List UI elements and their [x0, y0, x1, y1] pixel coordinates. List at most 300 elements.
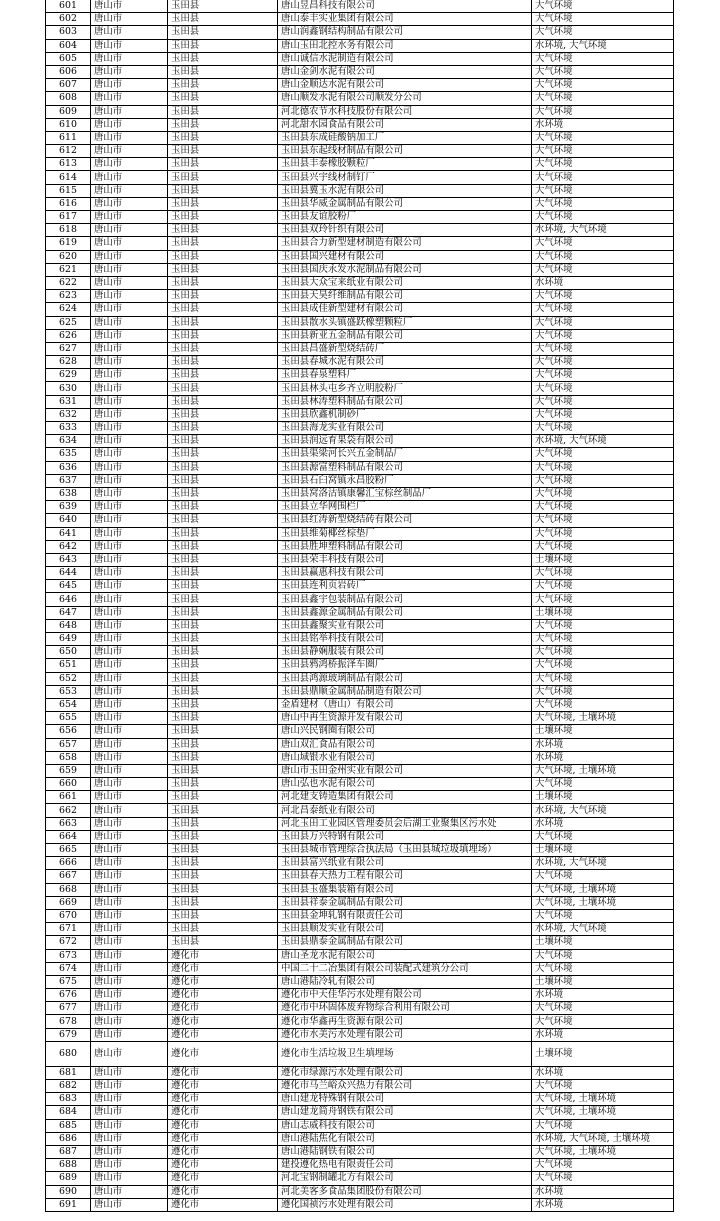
- cell-no: 624: [46, 303, 91, 316]
- cell-city: 唐山市: [91, 13, 168, 26]
- table-row: [46, 1080, 674, 1093]
- cell-no: 603: [46, 26, 91, 39]
- cell-company: 玉田县润远育果袋有限公司: [278, 435, 532, 448]
- cell-category: 大气环境: [532, 237, 674, 250]
- cell-city: 唐山市: [91, 553, 168, 566]
- cell-county: 玉田县: [168, 830, 278, 843]
- cell-city: 唐山市: [91, 369, 168, 382]
- cell-company: 玉田县连利页岩砖厂: [278, 580, 532, 593]
- cell-company: 玉田县海龙实业有限公司: [278, 422, 532, 435]
- table-row: [46, 830, 674, 843]
- cell-no: 627: [46, 342, 91, 355]
- cell-company: 唐山建龙简舟钢铁有限公司: [278, 1106, 532, 1119]
- cell-company: 玉田县金坤轧钢有限责任公司: [278, 909, 532, 922]
- cell-category: 水环境, 大气环境: [532, 224, 674, 237]
- cell-city: 唐山市: [91, 52, 168, 65]
- cell-city: 唐山市: [91, 1185, 168, 1198]
- table-row: [46, 817, 674, 830]
- cell-county: 玉田县: [168, 197, 278, 210]
- cell-company: 玉田县合力新型建材制造有限公司: [278, 237, 532, 250]
- cell-no: 629: [46, 369, 91, 382]
- cell-category: 大气环境: [532, 52, 674, 65]
- table-row: [46, 79, 674, 92]
- cell-no: 631: [46, 395, 91, 408]
- cell-category: 大气环境: [532, 92, 674, 105]
- cell-category: 大气环境: [532, 672, 674, 685]
- cell-company: 玉田县国庆永发水泥制品有限公司: [278, 263, 532, 276]
- cell-city: 唐山市: [91, 211, 168, 224]
- cell-no: 622: [46, 276, 91, 289]
- cell-no: 651: [46, 659, 91, 672]
- cell-no: 682: [46, 1080, 91, 1093]
- cell-no: 645: [46, 580, 91, 593]
- cell-county: 玉田县: [168, 395, 278, 408]
- table-row: [46, 685, 674, 698]
- cell-company: 玉田县荣丰科技有限公司: [278, 553, 532, 566]
- cell-company: 唐山润鑫钢结构制品有限公司: [278, 26, 532, 39]
- cell-no: 617: [46, 211, 91, 224]
- table-row: [46, 791, 674, 804]
- cell-category: 土壤环境: [532, 553, 674, 566]
- cell-city: 唐山市: [91, 1015, 168, 1028]
- table-row: [46, 712, 674, 725]
- cell-county: 遵化市: [168, 1198, 278, 1211]
- cell-county: 遵化市: [168, 989, 278, 1002]
- cell-no: 623: [46, 290, 91, 303]
- table-row: [46, 263, 674, 276]
- table-row: [46, 1198, 674, 1211]
- cell-no: 669: [46, 896, 91, 909]
- cell-category: 水环境: [532, 751, 674, 764]
- cell-no: 687: [46, 1145, 91, 1158]
- cell-company: 玉田县鑫聚实业有限公司: [278, 619, 532, 632]
- table-row: [46, 883, 674, 896]
- cell-no: 690: [46, 1185, 91, 1198]
- cell-no: 618: [46, 224, 91, 237]
- table-row: [46, 461, 674, 474]
- cell-no: 644: [46, 567, 91, 580]
- table-row: [46, 435, 674, 448]
- cell-city: 唐山市: [91, 408, 168, 421]
- cell-county: 遵化市: [168, 1132, 278, 1145]
- cell-category: 大气环境: [532, 290, 674, 303]
- cell-city: 唐山市: [91, 1041, 168, 1066]
- cell-category: 大气环境: [532, 395, 674, 408]
- cell-company: 玉田县鼎顺金属制品制造有限公司: [278, 685, 532, 698]
- cell-county: 遵化市: [168, 1066, 278, 1079]
- table-row: [46, 329, 674, 342]
- cell-category: 水环境: [532, 817, 674, 830]
- cell-no: 667: [46, 870, 91, 883]
- cell-company: 玉田县窝洛沽镇康馨汇宝棕丝制品厂: [278, 487, 532, 500]
- cell-category: 大气环境: [532, 0, 674, 13]
- cell-category: 水环境, 大气环境: [532, 435, 674, 448]
- cell-county: 遵化市: [168, 1119, 278, 1132]
- cell-no: 634: [46, 435, 91, 448]
- cell-city: 唐山市: [91, 171, 168, 184]
- cell-city: 唐山市: [91, 962, 168, 975]
- table-row: [46, 804, 674, 817]
- cell-county: 玉田县: [168, 211, 278, 224]
- cell-city: 唐山市: [91, 778, 168, 791]
- cell-category: 土壤环境: [532, 936, 674, 949]
- table-row: [46, 145, 674, 158]
- cell-company: 玉田县鸿源玻璃制品有限公司: [278, 672, 532, 685]
- cell-city: 唐山市: [91, 422, 168, 435]
- cell-county: 玉田县: [168, 65, 278, 78]
- cell-category: 水环境: [532, 1028, 674, 1041]
- cell-no: 691: [46, 1198, 91, 1211]
- cell-county: 遵化市: [168, 1080, 278, 1093]
- cell-category: 大气环境: [532, 1015, 674, 1028]
- cell-category: 大气环境: [532, 250, 674, 263]
- table-row: [46, 936, 674, 949]
- table-row: [46, 1015, 674, 1028]
- cell-company: 玉田县华威金属制品有限公司: [278, 197, 532, 210]
- cell-category: 大气环境, 土壤环境: [532, 1093, 674, 1106]
- table-row: [46, 0, 674, 13]
- table-row: [46, 672, 674, 685]
- cell-company: 遵化市生活垃圾卫生填埋场: [278, 1041, 532, 1066]
- cell-company: 唐山金顺达水泥有限公司: [278, 79, 532, 92]
- table-row: [46, 158, 674, 171]
- table-row: [46, 1159, 674, 1172]
- cell-county: 遵化市: [168, 1145, 278, 1158]
- cell-category: 大气环境: [532, 949, 674, 962]
- cell-company: 玉田县友谊胶粉厂: [278, 211, 532, 224]
- cell-county: 玉田县: [168, 896, 278, 909]
- cell-city: 唐山市: [91, 712, 168, 725]
- cell-no: 659: [46, 764, 91, 777]
- table-row: [46, 567, 674, 580]
- cell-city: 唐山市: [91, 382, 168, 395]
- cell-company: 玉田县冀玉水泥有限公司: [278, 184, 532, 197]
- cell-city: 唐山市: [91, 448, 168, 461]
- cell-county: 遵化市: [168, 1002, 278, 1015]
- cell-county: 玉田县: [168, 13, 278, 26]
- cell-city: 唐山市: [91, 567, 168, 580]
- cell-category: 大气环境: [532, 184, 674, 197]
- cell-category: 大气环境: [532, 65, 674, 78]
- table-body: [46, 0, 674, 1211]
- cell-city: 唐山市: [91, 1159, 168, 1172]
- cell-county: 玉田县: [168, 751, 278, 764]
- cell-category: 大气环境: [532, 909, 674, 922]
- cell-county: 玉田县: [168, 804, 278, 817]
- table-row: [46, 593, 674, 606]
- cell-county: 玉田县: [168, 817, 278, 830]
- table-row: [46, 989, 674, 1002]
- cell-county: 玉田县: [168, 857, 278, 870]
- cell-county: 玉田县: [168, 184, 278, 197]
- cell-city: 唐山市: [91, 606, 168, 619]
- cell-county: 玉田县: [168, 105, 278, 118]
- cell-county: 玉田县: [168, 712, 278, 725]
- cell-city: 唐山市: [91, 844, 168, 857]
- cell-county: 玉田县: [168, 52, 278, 65]
- cell-city: 唐山市: [91, 883, 168, 896]
- cell-company: 玉田县鑫宇包装制品有限公司: [278, 593, 532, 606]
- cell-no: 640: [46, 514, 91, 527]
- cell-company: 玉田县祥泰金属制品有限公司: [278, 896, 532, 909]
- cell-no: 658: [46, 751, 91, 764]
- cell-county: 玉田县: [168, 26, 278, 39]
- cell-category: 水环境: [532, 1198, 674, 1211]
- cell-category: 大气环境, 土壤环境: [532, 883, 674, 896]
- cell-company: 遵化市华鑫再生资源有限公司: [278, 1015, 532, 1028]
- cell-company: 唐山建龙特殊钢有限公司: [278, 1093, 532, 1106]
- cell-county: 玉田县: [168, 329, 278, 342]
- cell-city: 唐山市: [91, 224, 168, 237]
- table-row: [46, 487, 674, 500]
- cell-city: 唐山市: [91, 817, 168, 830]
- cell-no: 666: [46, 857, 91, 870]
- cell-no: 626: [46, 329, 91, 342]
- cell-category: 大气环境: [532, 514, 674, 527]
- cell-no: 619: [46, 237, 91, 250]
- cell-county: 遵化市: [168, 1093, 278, 1106]
- cell-category: 大气环境: [532, 158, 674, 171]
- cell-company: 玉田县城市管理综合执法局（玉田县城垃圾填埋场）: [278, 844, 532, 857]
- table-row: [46, 923, 674, 936]
- cell-no: 679: [46, 1028, 91, 1041]
- cell-category: 水环境: [532, 118, 674, 131]
- cell-county: 玉田县: [168, 250, 278, 263]
- cell-no: 616: [46, 197, 91, 210]
- cell-no: 671: [46, 923, 91, 936]
- cell-company: 玉田县红涛新型烧结砖有限公司: [278, 514, 532, 527]
- table-row: [46, 92, 674, 105]
- cell-company: 唐山金剑水泥有限公司: [278, 65, 532, 78]
- cell-city: 唐山市: [91, 487, 168, 500]
- cell-county: 遵化市: [168, 1159, 278, 1172]
- table-row: [46, 408, 674, 421]
- table-row: [46, 105, 674, 118]
- cell-company: 玉田县万兴特钢有限公司: [278, 830, 532, 843]
- table-row: [46, 369, 674, 382]
- cell-category: 水环境, 大气环境: [532, 857, 674, 870]
- cell-city: 唐山市: [91, 474, 168, 487]
- cell-no: 621: [46, 263, 91, 276]
- cell-company: 玉田县维菊椰丝棕垫厂: [278, 527, 532, 540]
- cell-no: 605: [46, 52, 91, 65]
- cell-category: 大气环境, 土壤环境: [532, 764, 674, 777]
- cell-city: 唐山市: [91, 0, 168, 13]
- cell-city: 唐山市: [91, 158, 168, 171]
- cell-category: 大气环境: [532, 580, 674, 593]
- cell-county: 玉田县: [168, 923, 278, 936]
- cell-city: 唐山市: [91, 514, 168, 527]
- cell-company: 玉田县春天热力工程有限公司: [278, 870, 532, 883]
- table-row: [46, 778, 674, 791]
- cell-company: 玉田县欣鑫机制砂厂: [278, 408, 532, 421]
- table-row: [46, 606, 674, 619]
- cell-company: 玉田县胜坤塑料制品有限公司: [278, 540, 532, 553]
- cell-category: 土壤环境: [532, 844, 674, 857]
- cell-category: 水环境: [532, 1066, 674, 1079]
- cell-no: 633: [46, 422, 91, 435]
- table-row: [46, 1041, 674, 1066]
- cell-county: 玉田县: [168, 474, 278, 487]
- cell-city: 唐山市: [91, 316, 168, 329]
- cell-county: 玉田县: [168, 725, 278, 738]
- cell-no: 661: [46, 791, 91, 804]
- cell-county: 玉田县: [168, 698, 278, 711]
- cell-category: 大气环境: [532, 131, 674, 144]
- cell-company: 唐山圣龙水泥有限公司: [278, 949, 532, 962]
- cell-county: 玉田县: [168, 448, 278, 461]
- cell-county: 玉田县: [168, 553, 278, 566]
- cell-county: 遵化市: [168, 1015, 278, 1028]
- cell-county: 玉田县: [168, 672, 278, 685]
- cell-county: 玉田县: [168, 883, 278, 896]
- cell-category: 水环境: [532, 1185, 674, 1198]
- cell-city: 唐山市: [91, 593, 168, 606]
- cell-company: 唐山志威科技有限公司: [278, 1119, 532, 1132]
- cell-county: 玉田县: [168, 501, 278, 514]
- table-row: [46, 65, 674, 78]
- cell-no: 649: [46, 633, 91, 646]
- cell-city: 唐山市: [91, 791, 168, 804]
- cell-category: 大气环境, 土壤环境: [532, 712, 674, 725]
- cell-category: 水环境: [532, 989, 674, 1002]
- cell-city: 唐山市: [91, 659, 168, 672]
- cell-county: 玉田县: [168, 0, 278, 13]
- cell-category: 土壤环境: [532, 606, 674, 619]
- cell-category: 大气环境: [532, 474, 674, 487]
- cell-company: 河北建支铸造集团有限公司: [278, 791, 532, 804]
- table-row: [46, 474, 674, 487]
- cell-county: 玉田县: [168, 844, 278, 857]
- cell-category: 大气环境, 土壤环境: [532, 1145, 674, 1158]
- cell-city: 唐山市: [91, 250, 168, 263]
- cell-no: 610: [46, 118, 91, 131]
- cell-no: 647: [46, 606, 91, 619]
- cell-category: 土壤环境: [532, 1041, 674, 1066]
- cell-company: 遵化国祯污水处理有限公司: [278, 1198, 532, 1211]
- cell-no: 601: [46, 0, 91, 13]
- cell-city: 唐山市: [91, 751, 168, 764]
- cell-county: 玉田县: [168, 290, 278, 303]
- cell-city: 唐山市: [91, 870, 168, 883]
- cell-county: 玉田县: [168, 408, 278, 421]
- table-row: [46, 619, 674, 632]
- cell-city: 唐山市: [91, 1198, 168, 1211]
- cell-category: 大气环境: [532, 487, 674, 500]
- cell-city: 唐山市: [91, 26, 168, 39]
- cell-company: 河北甜水园食品有限公司: [278, 118, 532, 131]
- cell-company: 玉田县林头屯乡齐立明胶粉厂: [278, 382, 532, 395]
- cell-no: 688: [46, 1159, 91, 1172]
- cell-company: 玉田县东起线材制品有限公司: [278, 145, 532, 158]
- cell-company: 玉田县春城水泥有限公司: [278, 356, 532, 369]
- cell-category: 大气环境: [532, 646, 674, 659]
- cell-no: 676: [46, 989, 91, 1002]
- table-row: [46, 382, 674, 395]
- cell-city: 唐山市: [91, 39, 168, 52]
- table-row: [46, 1132, 674, 1145]
- cell-no: 664: [46, 830, 91, 843]
- table-row: [46, 1066, 674, 1079]
- cell-city: 唐山市: [91, 131, 168, 144]
- cell-category: 水环境, 大气环境: [532, 923, 674, 936]
- cell-category: 大气环境: [532, 501, 674, 514]
- table-row: [46, 211, 674, 224]
- cell-company: 玉田县昌盛新型烧结砖厂: [278, 342, 532, 355]
- cell-company: 遵化市中环固体废弃物综合利用有限公司: [278, 1002, 532, 1015]
- cell-county: 玉田县: [168, 540, 278, 553]
- table-row: [46, 39, 674, 52]
- cell-company: 河北德农节水科技股份有限公司: [278, 105, 532, 118]
- table-row: [46, 896, 674, 909]
- cell-company: 唐山弘也水泥有限公司: [278, 778, 532, 791]
- cell-company: 金盾建材（唐山）有限公司: [278, 698, 532, 711]
- table-row: [46, 527, 674, 540]
- cell-category: 大气环境: [532, 870, 674, 883]
- cell-company: 唐山港陆钢铁有限公司: [278, 1145, 532, 1158]
- cell-company: 玉田县林涛塑料制品有限公司: [278, 395, 532, 408]
- cell-no: 684: [46, 1106, 91, 1119]
- cell-category: 大气环境: [532, 13, 674, 26]
- cell-county: 玉田县: [168, 619, 278, 632]
- cell-category: 土壤环境: [532, 975, 674, 988]
- cell-no: 675: [46, 975, 91, 988]
- cell-no: 685: [46, 1119, 91, 1132]
- cell-company: 玉田县成佳新型建材有限公司: [278, 303, 532, 316]
- cell-city: 唐山市: [91, 184, 168, 197]
- cell-company: 遵化市水美污水处理有限公司: [278, 1028, 532, 1041]
- cell-company: 唐山双汇食品有限公司: [278, 738, 532, 751]
- cell-county: 遵化市: [168, 1028, 278, 1041]
- table-row: [46, 844, 674, 857]
- cell-no: 614: [46, 171, 91, 184]
- cell-no: 646: [46, 593, 91, 606]
- table-row: [46, 290, 674, 303]
- cell-category: 大气环境: [532, 567, 674, 580]
- cell-category: 大气环境: [532, 342, 674, 355]
- table-row: [46, 276, 674, 289]
- cell-city: 唐山市: [91, 804, 168, 817]
- cell-no: 604: [46, 39, 91, 52]
- cell-city: 唐山市: [91, 685, 168, 698]
- cell-city: 唐山市: [91, 1028, 168, 1041]
- cell-category: 水环境, 大气环境, 土壤环境: [532, 1132, 674, 1145]
- table-row: [46, 962, 674, 975]
- cell-county: 玉田县: [168, 316, 278, 329]
- cell-county: 玉田县: [168, 527, 278, 540]
- cell-category: 大气环境: [532, 408, 674, 421]
- cell-city: 唐山市: [91, 356, 168, 369]
- table-row: [46, 514, 674, 527]
- cell-no: 672: [46, 936, 91, 949]
- cell-city: 唐山市: [91, 672, 168, 685]
- table-row: [46, 764, 674, 777]
- cell-category: 水环境, 大气环境: [532, 39, 674, 52]
- cell-no: 678: [46, 1015, 91, 1028]
- table-row: [46, 316, 674, 329]
- cell-category: 大气环境: [532, 26, 674, 39]
- cell-county: 玉田县: [168, 224, 278, 237]
- table-row: [46, 171, 674, 184]
- cell-county: 玉田县: [168, 79, 278, 92]
- cell-category: 大气环境, 土壤环境: [532, 896, 674, 909]
- cell-company: 玉田县散水头镇盛跃橡塑颗粒厂: [278, 316, 532, 329]
- cell-city: 唐山市: [91, 329, 168, 342]
- cell-city: 唐山市: [91, 1002, 168, 1015]
- cell-county: 玉田县: [168, 870, 278, 883]
- cell-city: 唐山市: [91, 896, 168, 909]
- cell-company: 唐山顺发水泥有限公司顺发分公司: [278, 92, 532, 105]
